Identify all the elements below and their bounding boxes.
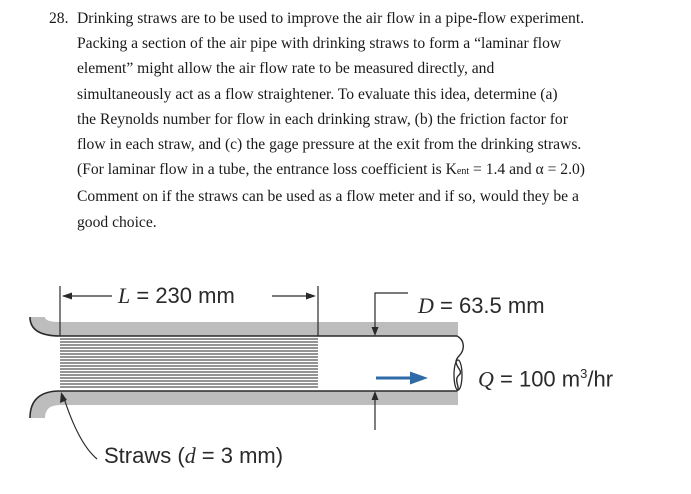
problem-statement xyxy=(49,6,679,235)
problem-number: 28. xyxy=(49,10,69,27)
problem-line-2: Packing a section of the air pipe with drinking straws to form a “laminar flow xyxy=(77,35,562,53)
upper-pipe-wall xyxy=(60,322,458,336)
straws-label: Straws (d = 3 mm) xyxy=(104,443,284,468)
problem-line-9: good choice. xyxy=(77,213,157,231)
problem-line-7: (For laminar flow in a tube, the entrance loss coefficient is Kent = 1.4 and α = 2.0) xyxy=(77,161,585,179)
pipe-diagram xyxy=(0,255,691,494)
diameter-label: D = 63.5 mm xyxy=(418,293,545,318)
length-label: L = 230 mm xyxy=(118,283,235,308)
problem-line-5: the Reynolds number for flow in each drinking straw, (b) the friction factor for xyxy=(77,110,568,128)
problem-line-3: element” might allow the air flow rate to be measured directly, and xyxy=(77,60,495,78)
flow-direction-arrow xyxy=(410,372,428,385)
problem-line-6: flow in each straw, and (c) the gage pressure at the exit from the drinking straws. xyxy=(77,136,582,154)
lower-pipe-wall xyxy=(60,391,458,405)
problem-line-8: Comment on if the straws can be used as a flow meter and if so, would they be a xyxy=(77,188,579,206)
straws-bundle xyxy=(60,339,318,387)
problem-line-4: simultaneously act as a flow straightener. To evaluate this idea, determine (a) xyxy=(77,85,558,103)
k-subscript: ent xyxy=(456,166,470,178)
problem-line-1: Drinking straws are to be used to improve the air flow in a pipe-flow experiment. xyxy=(77,10,585,27)
flow-rate-label: Q = 100 $m^3/hr$ xyxy=(478,366,614,392)
